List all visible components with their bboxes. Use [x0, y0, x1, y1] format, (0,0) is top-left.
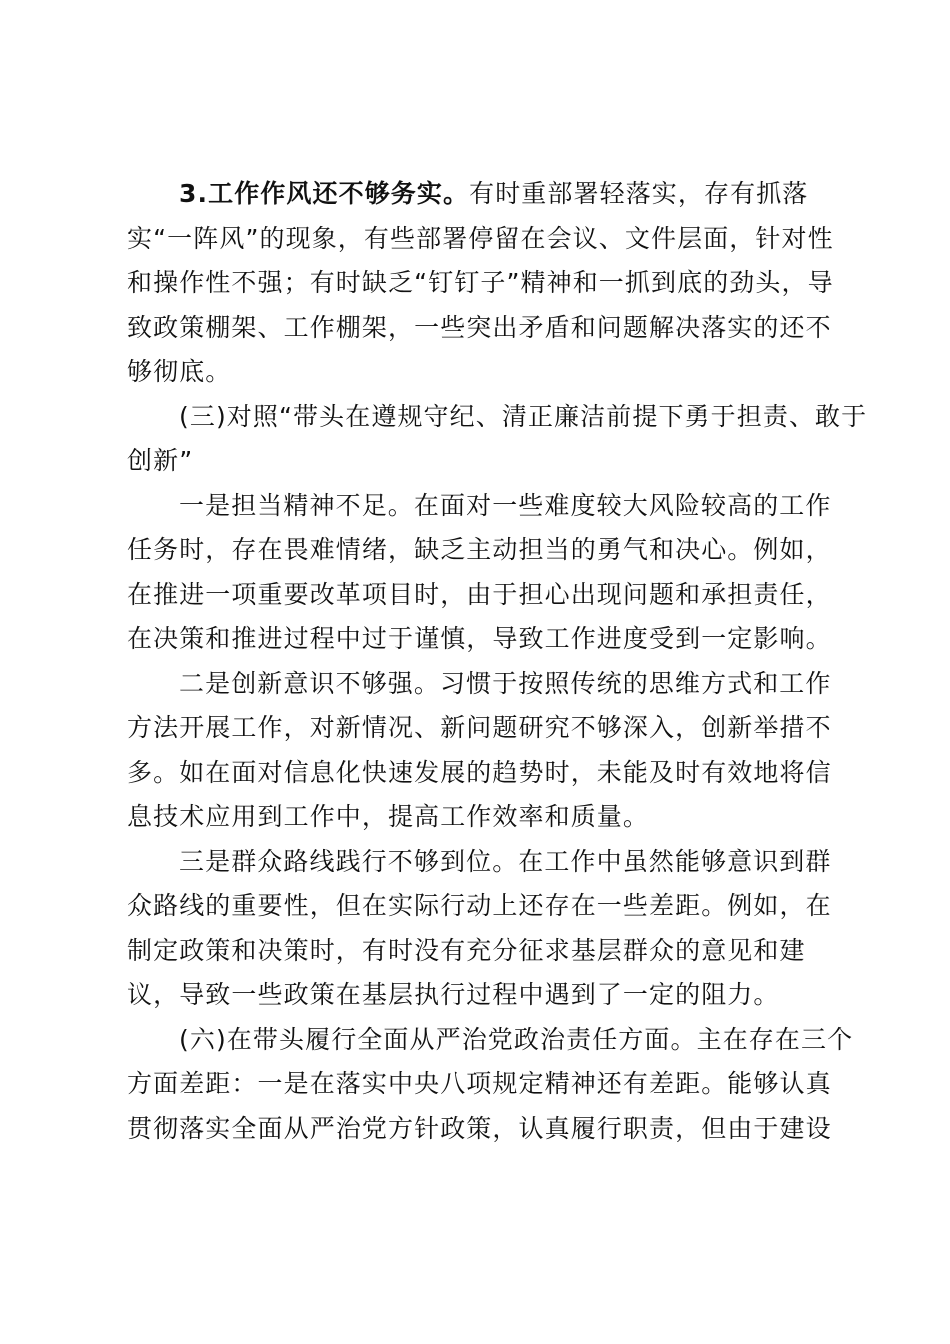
- paragraph-line: 方法开展工作，对新情况、新问题研究不够深入，创新举措不: [127, 713, 832, 742]
- paragraph-line: 议，导致一些政策在基层执行过程中遇到了一定的阻力。: [127, 980, 780, 1009]
- paragraph-line: 在推进一项重要改革项目时，由于担心出现问题和承担责任，: [127, 579, 832, 609]
- paragraph-line: 和操作性不强；有时缺乏“钉钉子”精神和一抓到底的劲头，导: [127, 268, 834, 297]
- paragraph-line: 致政策棚架、工作棚架，一些突出矛盾和问题解决落实的还不: [127, 312, 832, 342]
- paragraph-line: 在决策和推进过程中过于谨慎，导致工作进度受到一定影响。: [127, 624, 832, 653]
- paragraph-line: 方面差距：一是在落实中央八项规定精神还有差距。能够认真: [127, 1069, 832, 1098]
- paragraph-line: 任务时，存在畏难情绪，缺乏主动担当的勇气和决心。例如，: [127, 535, 832, 564]
- paragraph-line: 二是创新意识不够强。习惯于按照传统的思维方式和工作: [179, 668, 832, 698]
- paragraph-line: 实“一阵风”的现象，有些部署停留在会议、文件层面，针对性: [127, 223, 834, 253]
- line-text: 有时重部署轻落实，存有抓落: [469, 179, 809, 208]
- paragraph-line: 多。如在面对信息化快速发展的趋势时，未能及时有效地将信: [127, 757, 832, 787]
- paragraph-line: 三是群众路线践行不够到位。在工作中虽然能够意识到群: [179, 846, 832, 876]
- paragraph-line: 众路线的重要性，但在实际行动上还存在一些差距。例如，在: [127, 891, 832, 920]
- section-title-line: 创新”: [127, 446, 194, 475]
- paragraph-line: 贯彻落实全面从严治党方针政策，认真履行职责，但由于建设: [127, 1113, 832, 1143]
- document-body: [127, 172, 868, 1151]
- paragraph-line: (六)在带头履行全面从严治党政治责任方面。主在存在三个: [179, 1024, 854, 1054]
- paragraph-line: 息技术应用到工作中，提高工作效率和质量。: [127, 802, 650, 831]
- paragraph-line: [127, 172, 827, 217]
- paragraph-line: 制定政策和决策时，有时没有充分征求基层群众的意见和建: [127, 935, 806, 965]
- paragraph-line: 一是担当精神不足。在面对一些难度较大风险较高的工作: [179, 490, 832, 520]
- section-title-line: (三)对照“带头在遵规守纪、清正廉洁前提下勇于担责、敢于: [179, 401, 868, 431]
- section-heading: 3.工作作风还不够务实。: [179, 179, 470, 208]
- paragraph-line: 够彻底。: [127, 357, 232, 386]
